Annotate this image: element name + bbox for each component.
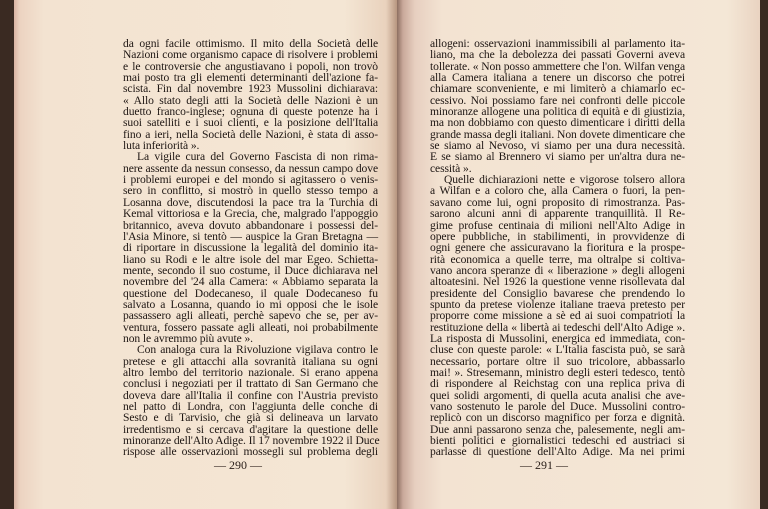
text-line: Con analoga cura la Rivoluzione vigilava contro le (137, 343, 378, 357)
text-line: Due anni passarono senza che, palesemente, negli am- (430, 422, 685, 436)
text-line: salvato a Losanna, quando io mi opposi che le isole (123, 297, 378, 311)
text-line: Kemal vittoriosa e la Grecia, che, malgrado l'appoggio (123, 207, 378, 221)
text-line: minoranze dell'Alto Adige. Il 17 novembre 1922 il Duce (123, 434, 380, 448)
text-line: nel patto di Londra, con l'aggiunta delle conche di (123, 400, 378, 413)
text-line: questione del Dodecaneso, il quale Dodecaneso fu (123, 286, 378, 300)
text-line: luta inferiorità ». (123, 139, 200, 153)
text-line: cessità ». (430, 161, 472, 175)
text-line: replicò con un discorso magnifico per forza e dignità. (430, 411, 685, 425)
text-line: E se siamo al Brennero vi siamo per un'altra dura ne- (430, 150, 685, 164)
text-line: ma non dobbiamo con questo dimenticare i diritti della (430, 116, 685, 130)
text-line: ventura, fossero passate agli alleati, noi probabilmente (123, 320, 378, 334)
text-line: altro lembo del territorio nazionale. Si erano appena (123, 365, 378, 379)
text-line: non le avremmo più avute ». (123, 331, 253, 345)
text-line: opere pubbliche, in stabilimenti, in provvidenze di (430, 229, 685, 243)
right-page-text (430, 38, 685, 458)
page-number-right: — 291 — (520, 458, 568, 472)
text-line: vano sostenuto le parole del Duce. Mussolini contro- (430, 400, 685, 413)
right-page (397, 0, 760, 509)
text-line: conclusi i negoziati per il trattato di San Germano che (123, 377, 378, 391)
text-line: sero in conflitto, si mostrò in quello stesso tempo a (123, 184, 378, 198)
text-line: di riportare in discussione la legalità del dominio ita- (123, 241, 378, 255)
text-line: spunto da pretese violenze italiane traeva pretesto per (430, 297, 685, 311)
text-line: pretese e gli attacchi alla sovranità italiana su ogni (123, 354, 378, 368)
text-line: mai! ». Stresemann, ministro degli esteri tedesco, tentò (430, 365, 685, 379)
text-line: presidente del Consiglio bavarese che prendendo lo (430, 286, 685, 300)
text-line: necessario, portare oltre il suo tricolore, abbassarlo (430, 354, 685, 368)
text-line: parlasse di questione dell'Alto Adige. Ma nei primi (430, 445, 685, 459)
text-line: mai posto tra gli elementi determinanti dell'azione fa- (123, 71, 378, 85)
text-line: liano su Rodi e le altre isole del mar Egeo. Schietta- (123, 252, 378, 266)
text-line: vano ancora speranze di « liberazione » degli allogeni (430, 263, 685, 277)
text-line: sarono alcuni anni di apparente tranquillità. Il Re- (430, 207, 685, 221)
text-line: Losanna dove, discutendosi la pace tra la Turchia di (123, 195, 378, 209)
text-line: rità economica a quelle terre, ma oltralpe si coltiva- (430, 252, 685, 266)
page-number-left: — 290 — (214, 458, 262, 472)
text-line: quei solidi argomenti, di quella acuta analisi che ave- (430, 388, 685, 402)
text-line: nere assente da nessun consesso, da nessun campo dove (123, 161, 378, 175)
text-line: Quelle dichiarazioni nette e vigorose tolsero allora (444, 173, 685, 187)
text-line: di rispondere al Reichstag con una replica priva di (430, 377, 685, 391)
text-line: se siamo al Nevoso, vi siamo per una dura necessità. (430, 139, 685, 153)
text-line: duetto franco-inglese; ognuna di queste potenze ha i (123, 105, 378, 119)
left-page-text (123, 38, 378, 458)
text-line: liano, ma che la debolezza dei passati Governi aveva (430, 48, 685, 62)
text-line: restituzione della « libertà ai tedeschi dell'Alto Adige ». (430, 320, 685, 334)
text-line: e le controversie che angustiavano i popoli, non trovò (123, 59, 378, 73)
left-page (14, 0, 397, 509)
text-line: minoranze allogene una politica di equità e di giustizia, (430, 105, 685, 119)
text-line: gime profuse centinaia di milioni nell'Alto Adige in (430, 218, 685, 232)
text-line: i problemi europei e del mondo si agitassero o venis- (123, 173, 378, 187)
text-line: rispose alle osservazioni mossegli sul problema degli (123, 445, 378, 459)
text-line: « Allo stato degli atti la Società delle Nazioni è un (123, 93, 378, 107)
text-line: Nazioni come organismo capace di risolvere i problemi (123, 48, 378, 62)
text-line: novembre del '24 alla Camera: « Abbiamo separata la (123, 275, 378, 289)
text-line: savano come lui, ogni proposito di rimostranza. Pas- (430, 195, 685, 209)
text-line: Sesto e di Tarvisio, che già si delineava un larvato (123, 411, 378, 425)
text-line: La risposta di Mussolini, energica ed immediata, con- (430, 331, 685, 345)
text-line: cessivo. Noi possiamo fare nei confronti delle piccole (430, 93, 685, 107)
text-line: britannico, aveva dovuto abbandonare i possessi del- (123, 218, 378, 232)
text-line: l'Asia Minore, si tentò — auspice la Gran Bretagna — (123, 229, 378, 243)
text-line: alla Camera italiana a tenere un discorso che potrei (430, 71, 685, 85)
text-line: altoatesini. Nel 1926 la questione venne risollevata dal (430, 275, 685, 289)
text-line: fino a ieri, nella Società delle Nazioni, è stata di asso- (123, 127, 378, 141)
text-line: chiamare sconveniente, e mi limiterò a chiamarlo ec- (430, 82, 685, 96)
text-line: tollerate. « Non posso ammettere che l'on. Wilfan venga (430, 59, 685, 73)
text-line: mente, secondo il suo costume, il Duce dichiarava nel (123, 263, 378, 277)
text-line: scista. Fin dal novembre 1923 Mussolini dichiarava: (123, 82, 378, 96)
text-line: doveva dare all'Italia il confine con l'Austria previsto (123, 388, 378, 402)
text-line: suoi satelliti e i suoi clienti, e la posizione dell'Italia (123, 116, 378, 130)
text-line: grande massa degli italiani. Non dovete dimenticare che (430, 127, 685, 141)
text-line: bienti politici e giornalistici tedeschi ed austriaci si (430, 434, 685, 448)
text-line: passassero agli alleati, perchè sapevo che se, per av- (123, 309, 378, 323)
text-line: irredentismo e si cercava d'agitare la questione delle (123, 422, 378, 436)
text-line: a Wilfan e a coloro che, alla Camera o fuori, la pen- (430, 184, 685, 198)
text-line: proporre come missione a sè ed ai suoi compatrioti la (430, 309, 685, 323)
text-line: da ogni facile ottimismo. Il mito della Società delle (123, 37, 378, 50)
text-line: cluse con queste parole: « L'Italia fascista può, se sarà (430, 343, 685, 357)
text-line: La vigile cura del Governo Fascista di non rima- (137, 150, 378, 164)
text-line: allogeni: osservazioni inammissibili al parlamento ita- (430, 37, 685, 50)
text-line: ogni genere che assicuravano la fioritura e la prospe- (430, 241, 685, 255)
